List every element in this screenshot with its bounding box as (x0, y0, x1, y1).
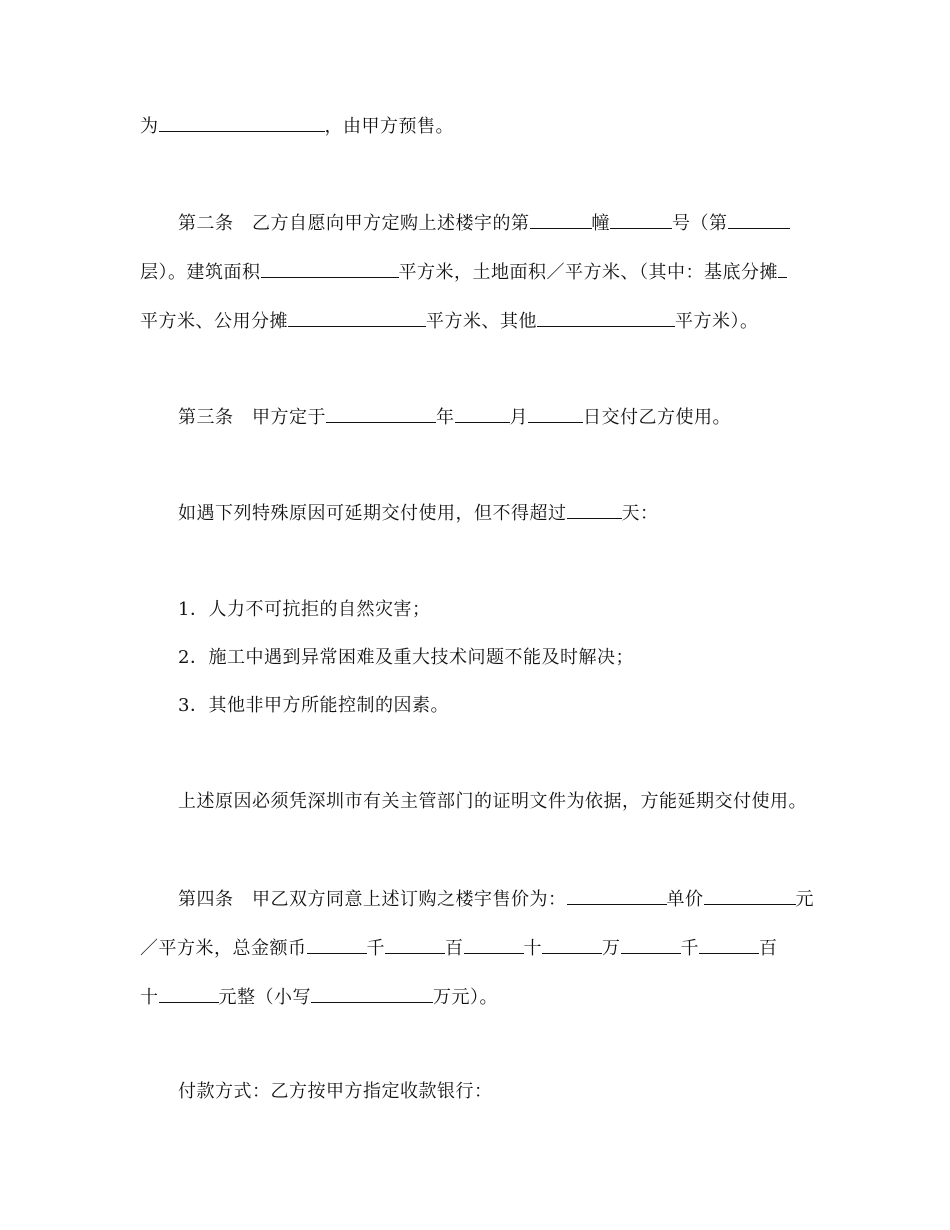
text: 日交付乙方使用。 (583, 407, 731, 428)
blank-price (567, 886, 667, 905)
delay-clause (178, 500, 659, 526)
blank-amount (159, 984, 219, 1003)
blank-year (326, 404, 436, 423)
text: 平方米）。 (675, 311, 759, 332)
blank-number (610, 210, 672, 229)
blank-amount (464, 935, 524, 954)
blank-floor (728, 210, 790, 229)
blank-amount (621, 935, 681, 954)
text: 层）。建筑面积 (140, 262, 261, 283)
blank-amount (699, 935, 759, 954)
article-3 (178, 404, 731, 430)
text: 第三条 甲方定于 (178, 407, 326, 428)
blank-day (528, 404, 583, 423)
text: 百 (759, 938, 778, 959)
article-4-line-3 (140, 984, 498, 1010)
text: 单价 (666, 889, 704, 910)
text: 平方米，土地面积／平方米、（其中：基底分摊 (398, 262, 778, 283)
text: 十 (523, 938, 542, 959)
blank-amount (385, 935, 445, 954)
text: ／平方米，总金额币 (140, 938, 307, 959)
blank-amount (307, 935, 367, 954)
text: 万 (602, 938, 621, 959)
reason-item-3: 3．其他非甲方所能控制的因素。 (178, 695, 449, 716)
payment-method: 付款方式：乙方按甲方指定收款银行： (178, 1081, 493, 1102)
text: 月 (509, 407, 528, 428)
blank-field (159, 113, 325, 132)
text: 元 (795, 889, 814, 910)
text: 如遇下列特殊原因可延期交付使用，但不得超过 (178, 503, 567, 524)
blank-amount-figures (311, 984, 433, 1003)
article-4-line-1 (178, 886, 814, 912)
text: 十 (140, 987, 159, 1008)
article-4-line-2 (140, 935, 778, 961)
text: 第二条 乙方自愿向甲方定购上述楼宇的第 (178, 213, 530, 234)
text: ，由甲方预售。 (324, 116, 454, 137)
blank-days (567, 500, 622, 519)
text: 平方米、公用分摊 (140, 311, 288, 332)
blank-base-share (778, 259, 787, 278)
blank-building (530, 210, 592, 229)
evidence-clause: 上述原因必须凭深圳市有关主管部门的证明文件为依据，方能延期交付使用。 (178, 791, 807, 812)
blank-building-area (261, 259, 399, 278)
text: 天： (621, 503, 659, 524)
reason-item-1: 1．人力不可抗拒的自然灾害； (178, 599, 431, 620)
text: 千 (680, 938, 699, 959)
text: 号（第 (672, 213, 728, 234)
article-2-line-3 (140, 308, 759, 334)
blank-other-area (537, 308, 675, 327)
text: 年 (436, 407, 455, 428)
blank-unit-price (704, 886, 796, 905)
text: 幢 (591, 213, 610, 234)
text: 第四条 甲乙双方同意上述订购之楼宇售价为： (178, 889, 567, 910)
blank-public-share (288, 308, 426, 327)
article-2-line-2 (140, 259, 787, 285)
article-2-line-1 (178, 210, 790, 236)
text: 百 (445, 938, 464, 959)
reason-item-2: 2．施工中遇到异常困难及重大技术问题不能及时解决； (178, 647, 634, 668)
text: 平方米、其他 (426, 311, 537, 332)
text: 千 (366, 938, 385, 959)
blank-amount (542, 935, 602, 954)
paragraph-presale (140, 113, 454, 139)
text: 元整（小写 (218, 987, 311, 1008)
text: 万元）。 (433, 987, 498, 1008)
blank-month (455, 404, 510, 423)
text: 为 (140, 116, 159, 137)
